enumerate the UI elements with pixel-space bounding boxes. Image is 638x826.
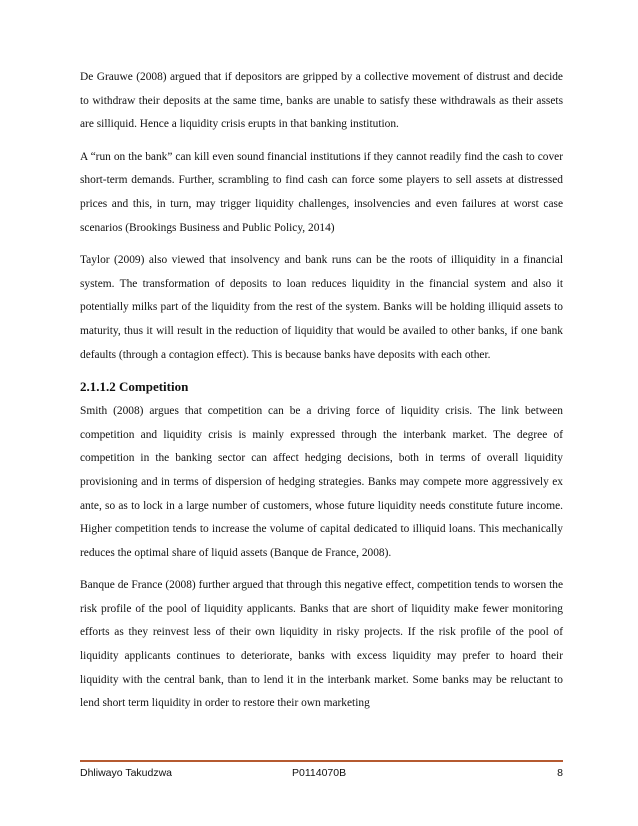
paragraph-run-on-bank: A “run on the bank” can kill even sound financial institutions if they cannot readily find the cash to cover short-term demands. Further, scrambling to find cash can force some players to sell assets at distressed prices and this, in turn, may trigger liquidity challenges, insolvencies and even failures at worst case scenarios (Brookings Business and Public Policy, 2014) <box>80 150 563 234</box>
footer-author: Dhliwayo Takudzwa <box>80 767 173 779</box>
section-heading-competition: 2.1.1.2 Competition <box>80 379 189 395</box>
paragraph-banque-de-france: Banque de France (2008) further argued that through this negative effect, competition tends to worsen the risk profile of the pool of liquidity applicants. Banks that are short of liquidity make fewer monitoring efforts as they reinvest less of their own liquidity in risky projects. If the risk profile of the pool of liquidity applicants continues to deteriorate, banks with excess liquidity may prefer to hoard their liquidity with the central bank, than to lend it in the interbank market. Some banks may be reluctant to lend short term liquidity in order to restore their own marketing <box>80 579 563 710</box>
footer-page-number: 8 <box>557 767 563 779</box>
paragraph-taylor: Taylor (2009) also viewed that insolvency and bank runs can be the roots of illiquidity in a financial system. The transformation of deposits to loan reduces liquidity in the financial system and also it potentially milks part of the liquidity from the rest of the system. Banks will be holding illiquid assets to maturity, thus it will result in the reduction of liquidity that would be availed to other banks, if one bank defaults (through a contagion effect). This is because banks have deposits with each other. <box>80 254 563 361</box>
footer-divider <box>80 760 563 762</box>
page-footer <box>80 767 563 783</box>
paragraph-de-grauwe: De Grauwe (2008) argued that if depositors are gripped by a collective movement of distrust and decide to withdraw their deposits at the same time, banks are unable to satisfy these withdrawals as their assets are silliquid. Hence a liquidity crisis erupts in that banking institution. <box>80 71 563 131</box>
paragraph-smith: Smith (2008) argues that competition can be a driving force of liquidity crisis. The link between competition and liquidity crisis is mainly expressed through the interbank market. The degree of competition in the banking sector can affect hedging decisions, both in terms of overall liquidity provisioning and in terms of dispersion of hedging strategies. Banks may compete more aggressively ex ante, so as to lock in a large number of customers, whose future liquidity needs constitute future income. Higher competition tends to increase the volume of capital dedicated to illiquid loans. This mechanically reduces the optimal share of liquid assets (Banque de France, 2008). <box>80 405 563 559</box>
footer-student-id: P0114070B <box>292 767 347 779</box>
page-body <box>80 66 563 725</box>
